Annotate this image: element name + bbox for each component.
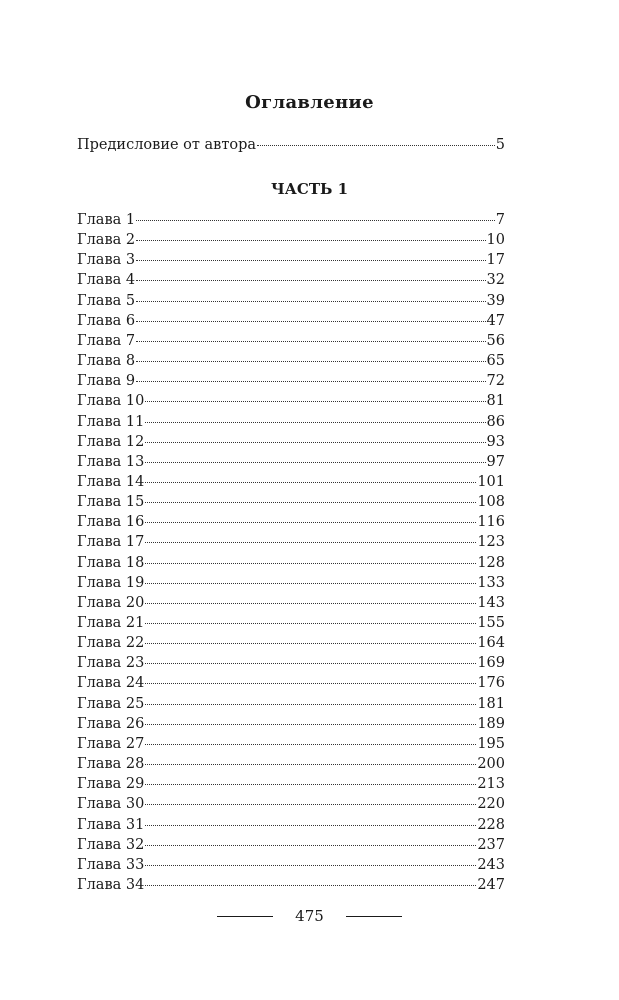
page-title: Оглавление [245, 92, 374, 113]
toc-entry [77, 371, 505, 391]
toc-entry-label: Глава 34 [77, 876, 145, 893]
dot-leader [145, 703, 476, 705]
toc-entry-page: 56 [486, 332, 505, 349]
toc-entry [77, 311, 505, 331]
dot-leader [257, 144, 495, 146]
dot-leader [145, 562, 476, 564]
toc-entry-label: Глава 29 [77, 776, 145, 793]
toc-entry [77, 432, 505, 452]
toc-entry-label: Глава 8 [77, 353, 136, 370]
dot-leader [145, 662, 476, 664]
toc-entry [77, 774, 505, 794]
toc-entry-label: Глава 9 [77, 373, 136, 390]
dot-leader [145, 864, 476, 866]
dot-leader [145, 602, 476, 604]
toc-entry-label: Глава 5 [77, 292, 136, 309]
dot-leader [145, 844, 476, 846]
toc-entry-page: 128 [477, 554, 505, 571]
toc-entry [77, 270, 505, 290]
toc-entry-page: 86 [486, 413, 505, 430]
toc-entry-page: 200 [477, 756, 505, 773]
toc-entry-page: 17 [486, 252, 505, 269]
dot-leader [145, 481, 476, 483]
dot-leader [145, 521, 476, 523]
dot-leader [145, 541, 476, 543]
toc-entry-page: 81 [486, 393, 505, 410]
toc-entry-label: Глава 12 [77, 433, 145, 450]
dot-leader [145, 803, 476, 805]
toc-entry [77, 391, 505, 411]
toc-entry [77, 210, 505, 230]
toc-entry-page: 143 [477, 594, 505, 611]
dot-leader [145, 723, 476, 725]
toc-entry-page: 47 [486, 312, 505, 329]
toc-entry-label: Глава 32 [77, 836, 145, 853]
toc-entry [77, 593, 505, 613]
toc-entry-label: Глава 28 [77, 756, 145, 773]
toc-entry-label: Глава 26 [77, 715, 145, 732]
toc-entry-label: Глава 22 [77, 635, 145, 652]
toc-entry-page: 32 [486, 272, 505, 289]
toc-entry [77, 472, 505, 492]
toc-entry-label: Глава 11 [77, 413, 145, 430]
toc-entry-page: 116 [477, 514, 505, 531]
toc-entry-label: Глава 24 [77, 675, 145, 692]
toc-entry-page: 7 [495, 212, 505, 228]
toc-entry-page: 10 [486, 232, 505, 249]
toc-entry-label: Глава 3 [77, 252, 136, 269]
toc-entry-page: 123 [477, 534, 505, 551]
toc-entry [77, 754, 505, 774]
dot-leader [145, 441, 485, 443]
toc-entry-label: Глава 17 [77, 534, 145, 551]
toc-entry-label: Предисловие от автора [77, 137, 257, 153]
toc-entry-label: Глава 30 [77, 796, 145, 813]
dot-leader [136, 259, 485, 261]
toc-entry [77, 835, 505, 855]
toc-entry-page: 195 [477, 735, 505, 752]
toc-entry-label: Глава 7 [77, 332, 136, 349]
dot-leader [145, 622, 476, 624]
part-heading: ЧАСТЬ 1 [270, 180, 349, 198]
toc-entry-page: 5 [495, 137, 505, 153]
toc-entry [77, 734, 505, 754]
dot-leader [136, 340, 485, 342]
dot-leader [136, 360, 485, 362]
toc-entry-label: Глава 6 [77, 312, 136, 329]
dot-leader [145, 400, 485, 402]
dot-leader [145, 582, 476, 584]
toc-entry-label: Глава 20 [77, 594, 145, 611]
toc-entry-label: Глава 23 [77, 655, 145, 672]
footer-rule-left [217, 916, 273, 917]
toc-entry [77, 532, 505, 552]
dot-leader [145, 743, 476, 745]
toc-entry-page: 169 [477, 655, 505, 672]
toc-entry-page: 155 [477, 615, 505, 631]
toc-entry-page: 220 [477, 796, 505, 813]
dot-leader [136, 320, 485, 322]
toc-entry-page: 243 [477, 856, 505, 873]
toc-entry [77, 331, 505, 351]
toc-entry-label: Глава 2 [77, 232, 136, 249]
toc-entry-page: 164 [477, 635, 505, 652]
dot-leader [145, 884, 476, 886]
toc-entry-label: Глава 10 [77, 393, 145, 410]
dot-leader [145, 421, 485, 423]
toc-entry-label: Глава 19 [77, 574, 145, 591]
dot-leader [136, 239, 485, 241]
toc-entry [77, 714, 505, 734]
toc-entry [77, 452, 505, 472]
toc-entry-page: 247 [477, 876, 505, 893]
toc-entry-label: Глава 18 [77, 554, 145, 571]
toc-entry-page: 93 [486, 433, 505, 450]
toc-entry-label: Глава 15 [77, 494, 145, 511]
toc-entry-label: Глава 21 [77, 615, 145, 631]
toc-entry-label: Глава 16 [77, 514, 145, 531]
toc-entry-page: 181 [477, 695, 505, 712]
dot-leader [145, 824, 476, 826]
toc-entry-label: Глава 27 [77, 735, 145, 752]
toc-entry-label: Глава 4 [77, 272, 136, 289]
dot-leader [145, 461, 485, 463]
toc-entry [77, 250, 505, 270]
dot-leader [136, 279, 485, 281]
dot-leader [136, 300, 485, 302]
toc-entry-page: 97 [486, 453, 505, 470]
toc-entry [77, 492, 505, 512]
toc-entry [77, 794, 505, 814]
dot-leader [136, 219, 495, 221]
toc-entry-page: 72 [486, 373, 505, 390]
toc-entry-page: 189 [477, 715, 505, 732]
toc-entry-page: 228 [477, 816, 505, 833]
toc-entry [77, 291, 505, 311]
toc-entry [77, 230, 505, 250]
toc-entry [77, 855, 505, 875]
toc-entry-page: 65 [486, 353, 505, 370]
page-footer [0, 907, 619, 925]
page-number: 475 [295, 907, 324, 925]
dot-leader [145, 501, 476, 503]
dot-leader [145, 642, 476, 644]
toc-entry-label: Глава 33 [77, 856, 145, 873]
toc-entry [77, 673, 505, 693]
toc-entry [77, 633, 505, 653]
toc-entry-preface [77, 135, 505, 155]
toc-entry [77, 573, 505, 593]
toc-entry-page: 176 [477, 675, 505, 692]
toc-entry [77, 875, 505, 895]
toc-entry-page: 108 [477, 494, 505, 511]
toc-entry-page: 213 [477, 776, 505, 793]
toc-entry-label: Глава 13 [77, 453, 145, 470]
toc-entry-page: 101 [477, 473, 505, 490]
toc-entry-page: 237 [477, 836, 505, 853]
dot-leader [145, 783, 476, 785]
toc-entry [77, 613, 505, 633]
toc-entry [77, 815, 505, 835]
toc-entry [77, 351, 505, 371]
dot-leader [145, 682, 476, 684]
toc-entry [77, 653, 505, 673]
toc-entry-label: Глава 1 [77, 212, 136, 228]
dot-leader [145, 763, 476, 765]
toc-entry-label: Глава 31 [77, 816, 145, 833]
toc-entry [77, 512, 505, 532]
toc-entry-page: 39 [486, 292, 505, 309]
toc-entry-label: Глава 14 [77, 473, 145, 490]
toc-entry [77, 412, 505, 432]
toc-entry [77, 553, 505, 573]
toc-entry [77, 694, 505, 714]
dot-leader [136, 380, 485, 382]
footer-rule-right [346, 916, 402, 917]
toc-entry-page: 133 [477, 574, 505, 591]
toc-entry-label: Глава 25 [77, 695, 145, 712]
